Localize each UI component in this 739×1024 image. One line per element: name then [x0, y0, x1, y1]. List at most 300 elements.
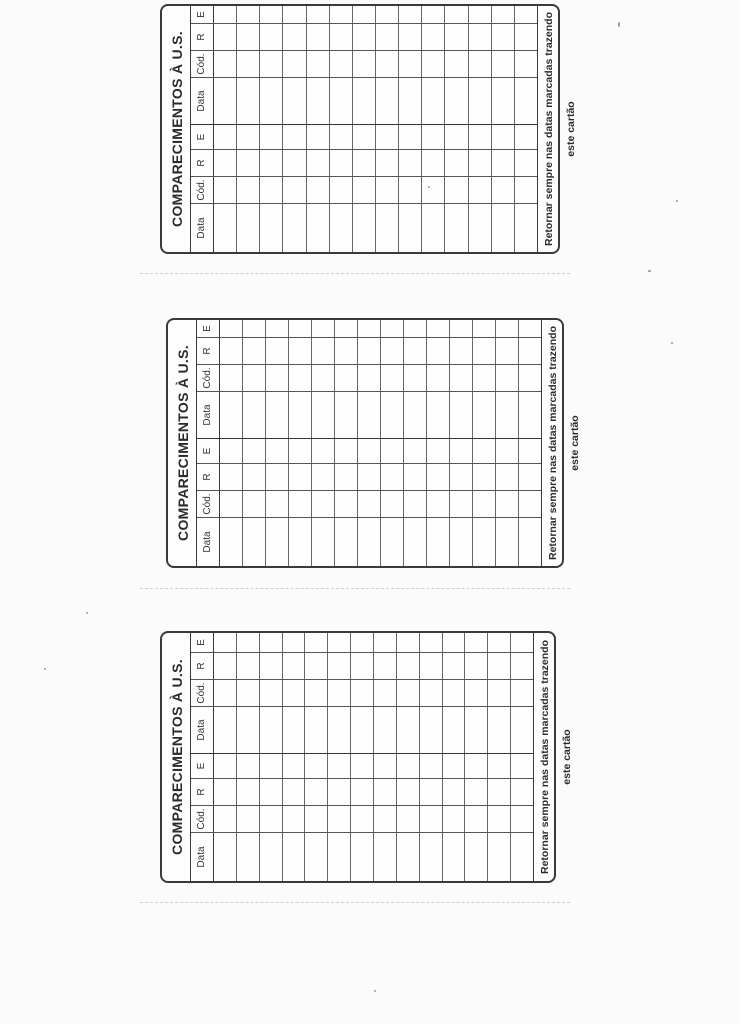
grid-cell	[404, 464, 427, 490]
grid-cell	[450, 320, 473, 337]
grid-cell	[305, 806, 328, 832]
column-cells	[214, 653, 533, 679]
grid-cell	[351, 754, 374, 778]
grid-cell	[328, 680, 351, 706]
column-header: R	[191, 24, 214, 50]
grid-cell	[488, 707, 511, 753]
grid-cell	[496, 518, 519, 566]
grid-cell	[353, 125, 376, 149]
grid-cell	[283, 177, 306, 203]
grid-cell	[260, 633, 283, 652]
grid-cell	[488, 680, 511, 706]
grid-cell	[283, 779, 306, 805]
grid-cell	[443, 653, 466, 679]
card-footer: Retornar sempre nas datas marcadas trazendo este cartão	[537, 6, 560, 252]
grid-cell	[422, 204, 445, 252]
grid-cell	[511, 754, 533, 778]
grid-cell	[469, 150, 492, 176]
column-header: R	[191, 150, 214, 176]
column-cells	[220, 320, 541, 337]
grid-cell	[260, 754, 283, 778]
grid-cell	[404, 491, 427, 517]
grid-cell	[243, 320, 266, 337]
grid-cell	[328, 754, 351, 778]
column-header: Cód.	[197, 491, 220, 517]
grid-cell	[445, 51, 468, 77]
grid-cell	[519, 338, 541, 364]
grid-cell	[220, 320, 243, 337]
grid-cell	[283, 78, 306, 124]
grid-cell	[515, 125, 537, 149]
grid-cell	[469, 204, 492, 252]
column-cod-1	[191, 176, 537, 203]
grid-cell	[445, 78, 468, 124]
grid-cell	[427, 464, 450, 490]
column-cod-2	[197, 364, 541, 391]
grid-cell	[465, 680, 488, 706]
grid-cell	[496, 365, 519, 391]
card-footer: Retornar sempre nas datas marcadas trazendo este cartão	[533, 633, 556, 881]
grid-cell	[307, 177, 330, 203]
card-title: COMPARECIMENTOS À U.S.	[162, 6, 191, 252]
scan-speck	[671, 342, 673, 344]
grid-cell	[469, 78, 492, 124]
grid-cell	[312, 338, 335, 364]
grid-cell	[312, 518, 335, 566]
fold-line	[140, 588, 570, 589]
grid-cell	[260, 204, 283, 252]
card-body	[166, 318, 581, 568]
grid-cell	[283, 24, 306, 50]
column-header: E	[197, 439, 220, 463]
grid-cell	[515, 6, 537, 23]
grid-cell	[399, 204, 422, 252]
grid-cell	[283, 51, 306, 77]
grid-cell	[515, 150, 537, 176]
grid-cell	[330, 150, 353, 176]
grid-cell	[450, 464, 473, 490]
grid-cell	[358, 320, 381, 337]
grid-cell	[237, 779, 260, 805]
grid-cell	[399, 78, 422, 124]
column-header: Data	[197, 392, 220, 438]
grid-cell	[289, 392, 312, 438]
grid-cell	[220, 491, 243, 517]
scan-speck	[618, 22, 620, 27]
column-header: Data	[191, 707, 214, 753]
grid-cell	[420, 779, 443, 805]
column-r-1	[191, 778, 533, 805]
grid-cell	[307, 78, 330, 124]
grid-cell	[376, 78, 399, 124]
grid-cell	[469, 177, 492, 203]
column-data-1	[191, 832, 533, 881]
grid-cell	[496, 464, 519, 490]
grid-cell	[399, 51, 422, 77]
grid-cell	[473, 518, 496, 566]
grid-cell	[445, 204, 468, 252]
grid-cell	[243, 365, 266, 391]
grid-cell	[515, 51, 537, 77]
grid-cell	[420, 633, 443, 652]
grid-cell	[312, 365, 335, 391]
grid-cell	[515, 24, 537, 50]
grid-cell	[353, 24, 376, 50]
grid-cell	[399, 150, 422, 176]
grid-cell	[266, 518, 289, 566]
grid-cell	[511, 680, 533, 706]
grid-cell	[376, 6, 399, 23]
grid-cell	[237, 78, 260, 124]
card-title: COMPARECIMENTOS À U.S.	[162, 633, 191, 881]
column-header: Data	[191, 204, 214, 252]
fold-line	[140, 273, 570, 274]
grid-cell	[519, 518, 541, 566]
column-header: Data	[191, 833, 214, 881]
grid-cell	[220, 439, 243, 463]
grid-cell	[237, 806, 260, 832]
grid-cell	[473, 392, 496, 438]
grid-cell	[381, 491, 404, 517]
grid-cell	[381, 518, 404, 566]
grid-cell	[351, 779, 374, 805]
grid-cell	[260, 150, 283, 176]
grid-cell	[397, 779, 420, 805]
grid-cell	[307, 6, 330, 23]
card-footer: Retornar sempre nas datas marcadas trazendo este cartão	[541, 320, 564, 566]
grid-cell	[492, 78, 515, 124]
grid-cell	[214, 150, 237, 176]
grid-cell	[214, 707, 237, 753]
grid-cell	[358, 518, 381, 566]
grid-cell	[358, 338, 381, 364]
grid-cell	[469, 24, 492, 50]
grid-cell	[397, 680, 420, 706]
column-data-2	[191, 77, 537, 124]
grid-cell	[376, 125, 399, 149]
grid-cell	[283, 833, 306, 881]
scan-speck	[44, 668, 46, 670]
column-cells	[214, 24, 537, 50]
grid-cell	[214, 204, 237, 252]
grid-cell	[469, 51, 492, 77]
grid-cell	[328, 633, 351, 652]
grid-cell	[237, 24, 260, 50]
grid-cell	[465, 754, 488, 778]
grid-cell	[420, 653, 443, 679]
grid-cell	[443, 680, 466, 706]
column-data-1	[197, 517, 541, 566]
column-r-2	[197, 337, 541, 364]
grid-cell	[465, 653, 488, 679]
column-header: E	[191, 125, 214, 149]
grid-cell	[492, 204, 515, 252]
grid-cell	[328, 707, 351, 753]
grid-cell	[243, 491, 266, 517]
grid-cell	[445, 6, 468, 23]
grid-cell	[289, 365, 312, 391]
column-header: Data	[197, 518, 220, 566]
grid-cell	[404, 518, 427, 566]
grid-cell	[465, 806, 488, 832]
column-header: E	[191, 633, 214, 652]
grid-cell	[358, 439, 381, 463]
column-cells	[214, 833, 533, 881]
attendance-grid	[197, 320, 541, 566]
grid-cell	[266, 320, 289, 337]
grid-cell	[243, 392, 266, 438]
grid-cell	[488, 833, 511, 881]
grid-cell	[307, 24, 330, 50]
grid-cell	[214, 125, 237, 149]
grid-cell	[422, 150, 445, 176]
grid-cell	[381, 464, 404, 490]
column-r-1	[191, 149, 537, 176]
scan-speck	[676, 200, 678, 202]
grid-cell	[469, 6, 492, 23]
grid-cell	[492, 24, 515, 50]
grid-cell	[266, 464, 289, 490]
grid-cell	[260, 833, 283, 881]
grid-cell	[492, 177, 515, 203]
grid-cell	[445, 177, 468, 203]
grid-cell	[283, 653, 306, 679]
grid-cell	[374, 653, 397, 679]
grid-cell	[260, 6, 283, 23]
grid-cell	[335, 491, 358, 517]
grid-cell	[358, 491, 381, 517]
grid-cell	[307, 150, 330, 176]
grid-cell	[397, 707, 420, 753]
grid-cell	[397, 633, 420, 652]
grid-cell	[488, 806, 511, 832]
column-header: Cód.	[197, 365, 220, 391]
grid-cell	[237, 833, 260, 881]
attendance-grid	[191, 633, 533, 881]
grid-cell	[237, 51, 260, 77]
grid-cell	[515, 204, 537, 252]
column-cells	[220, 491, 541, 517]
grid-cell	[358, 464, 381, 490]
grid-cell	[465, 707, 488, 753]
column-r-2	[191, 652, 533, 679]
column-cells	[214, 707, 533, 753]
grid-cell	[330, 204, 353, 252]
grid-cell	[450, 439, 473, 463]
column-cells	[214, 177, 537, 203]
grid-cell	[420, 707, 443, 753]
grid-cell	[511, 633, 533, 652]
grid-cell	[220, 464, 243, 490]
grid-cell	[266, 491, 289, 517]
scan-speck	[374, 990, 376, 992]
grid-cell	[515, 78, 537, 124]
card-title: COMPARECIMENTOS À U.S.	[168, 320, 197, 566]
grid-cell	[237, 150, 260, 176]
grid-cell	[328, 779, 351, 805]
grid-cell	[214, 6, 237, 23]
attendance-card-1	[160, 4, 577, 254]
grid-cell	[422, 6, 445, 23]
grid-cell	[443, 806, 466, 832]
grid-cell	[243, 338, 266, 364]
grid-cell	[376, 204, 399, 252]
grid-cell	[473, 464, 496, 490]
grid-cell	[496, 439, 519, 463]
grid-cell	[488, 779, 511, 805]
column-header: E	[197, 320, 220, 337]
grid-cell	[237, 204, 260, 252]
grid-cell	[420, 833, 443, 881]
column-cells	[220, 518, 541, 566]
grid-cell	[335, 392, 358, 438]
grid-cell	[492, 125, 515, 149]
grid-cell	[312, 439, 335, 463]
grid-cell	[214, 78, 237, 124]
column-header: Cód.	[191, 806, 214, 832]
grid-cell	[335, 320, 358, 337]
grid-cell	[492, 51, 515, 77]
column-data-2	[191, 706, 533, 753]
grid-cell	[335, 518, 358, 566]
grid-cell	[260, 806, 283, 832]
grid-cell	[465, 633, 488, 652]
grid-cell	[420, 680, 443, 706]
column-cod-2	[191, 50, 537, 77]
grid-cell	[511, 779, 533, 805]
grid-cell	[289, 320, 312, 337]
scan-speck	[648, 270, 651, 272]
grid-cell	[351, 680, 374, 706]
column-header: E	[191, 754, 214, 778]
grid-cell	[243, 518, 266, 566]
card-body	[160, 4, 577, 254]
grid-cell	[488, 754, 511, 778]
grid-cell	[353, 204, 376, 252]
grid-cell	[496, 320, 519, 337]
grid-cell	[473, 338, 496, 364]
grid-cell	[237, 707, 260, 753]
grid-cell	[445, 150, 468, 176]
column-cells	[214, 633, 533, 652]
column-header: R	[197, 338, 220, 364]
grid-cell	[312, 464, 335, 490]
grid-cell	[243, 464, 266, 490]
grid-cell	[283, 680, 306, 706]
grid-cell	[351, 806, 374, 832]
grid-cell	[492, 6, 515, 23]
grid-cell	[443, 707, 466, 753]
grid-cell	[450, 392, 473, 438]
grid-cell	[422, 24, 445, 50]
grid-cell	[353, 150, 376, 176]
grid-cell	[351, 833, 374, 881]
grid-cell	[374, 806, 397, 832]
column-data-1	[191, 203, 537, 252]
grid-cell	[397, 806, 420, 832]
grid-cell	[260, 125, 283, 149]
grid-cell	[328, 833, 351, 881]
grid-cell	[381, 439, 404, 463]
grid-cell	[469, 125, 492, 149]
grid-cell	[422, 78, 445, 124]
grid-cell	[427, 439, 450, 463]
grid-cell	[473, 491, 496, 517]
grid-cell	[283, 204, 306, 252]
column-cells	[220, 365, 541, 391]
column-cells	[220, 439, 541, 463]
fold-line	[140, 902, 570, 903]
grid-cell	[511, 707, 533, 753]
grid-cell	[330, 177, 353, 203]
grid-cell	[335, 338, 358, 364]
grid-cell	[376, 150, 399, 176]
grid-cell	[289, 338, 312, 364]
column-cells	[214, 51, 537, 77]
grid-cell	[496, 491, 519, 517]
column-r-2	[191, 23, 537, 50]
grid-cell	[404, 320, 427, 337]
grid-cell	[374, 707, 397, 753]
grid-cell	[404, 439, 427, 463]
grid-cell	[397, 833, 420, 881]
column-header: Cód.	[191, 680, 214, 706]
grid-cell	[305, 833, 328, 881]
column-e-1	[191, 124, 537, 149]
grid-cell	[214, 833, 237, 881]
grid-cell	[305, 754, 328, 778]
grid-cell	[519, 392, 541, 438]
grid-cell	[511, 653, 533, 679]
scan-speck	[428, 186, 430, 188]
grid-cell	[312, 320, 335, 337]
grid-cell	[427, 365, 450, 391]
grid-cell	[496, 338, 519, 364]
grid-cell	[376, 177, 399, 203]
grid-cell	[473, 365, 496, 391]
grid-cell	[351, 653, 374, 679]
grid-cell	[519, 464, 541, 490]
grid-cell	[335, 439, 358, 463]
grid-cell	[312, 491, 335, 517]
column-cells	[214, 125, 537, 149]
grid-cell	[404, 338, 427, 364]
grid-cell	[443, 833, 466, 881]
grid-cell	[420, 806, 443, 832]
column-cells	[214, 78, 537, 124]
grid-cell	[330, 125, 353, 149]
grid-cell	[443, 754, 466, 778]
grid-cell	[220, 392, 243, 438]
grid-cell	[328, 806, 351, 832]
grid-cell	[358, 365, 381, 391]
grid-cell	[214, 633, 237, 652]
grid-cell	[397, 754, 420, 778]
grid-cell	[260, 707, 283, 753]
grid-cell	[328, 653, 351, 679]
column-header: E	[191, 6, 214, 23]
grid-cell	[427, 392, 450, 438]
grid-cell	[214, 51, 237, 77]
grid-cell	[399, 125, 422, 149]
grid-cell	[374, 754, 397, 778]
grid-cell	[330, 6, 353, 23]
grid-cell	[237, 633, 260, 652]
column-cells	[220, 392, 541, 438]
column-cod-2	[191, 679, 533, 706]
grid-cell	[237, 653, 260, 679]
grid-cell	[358, 392, 381, 438]
